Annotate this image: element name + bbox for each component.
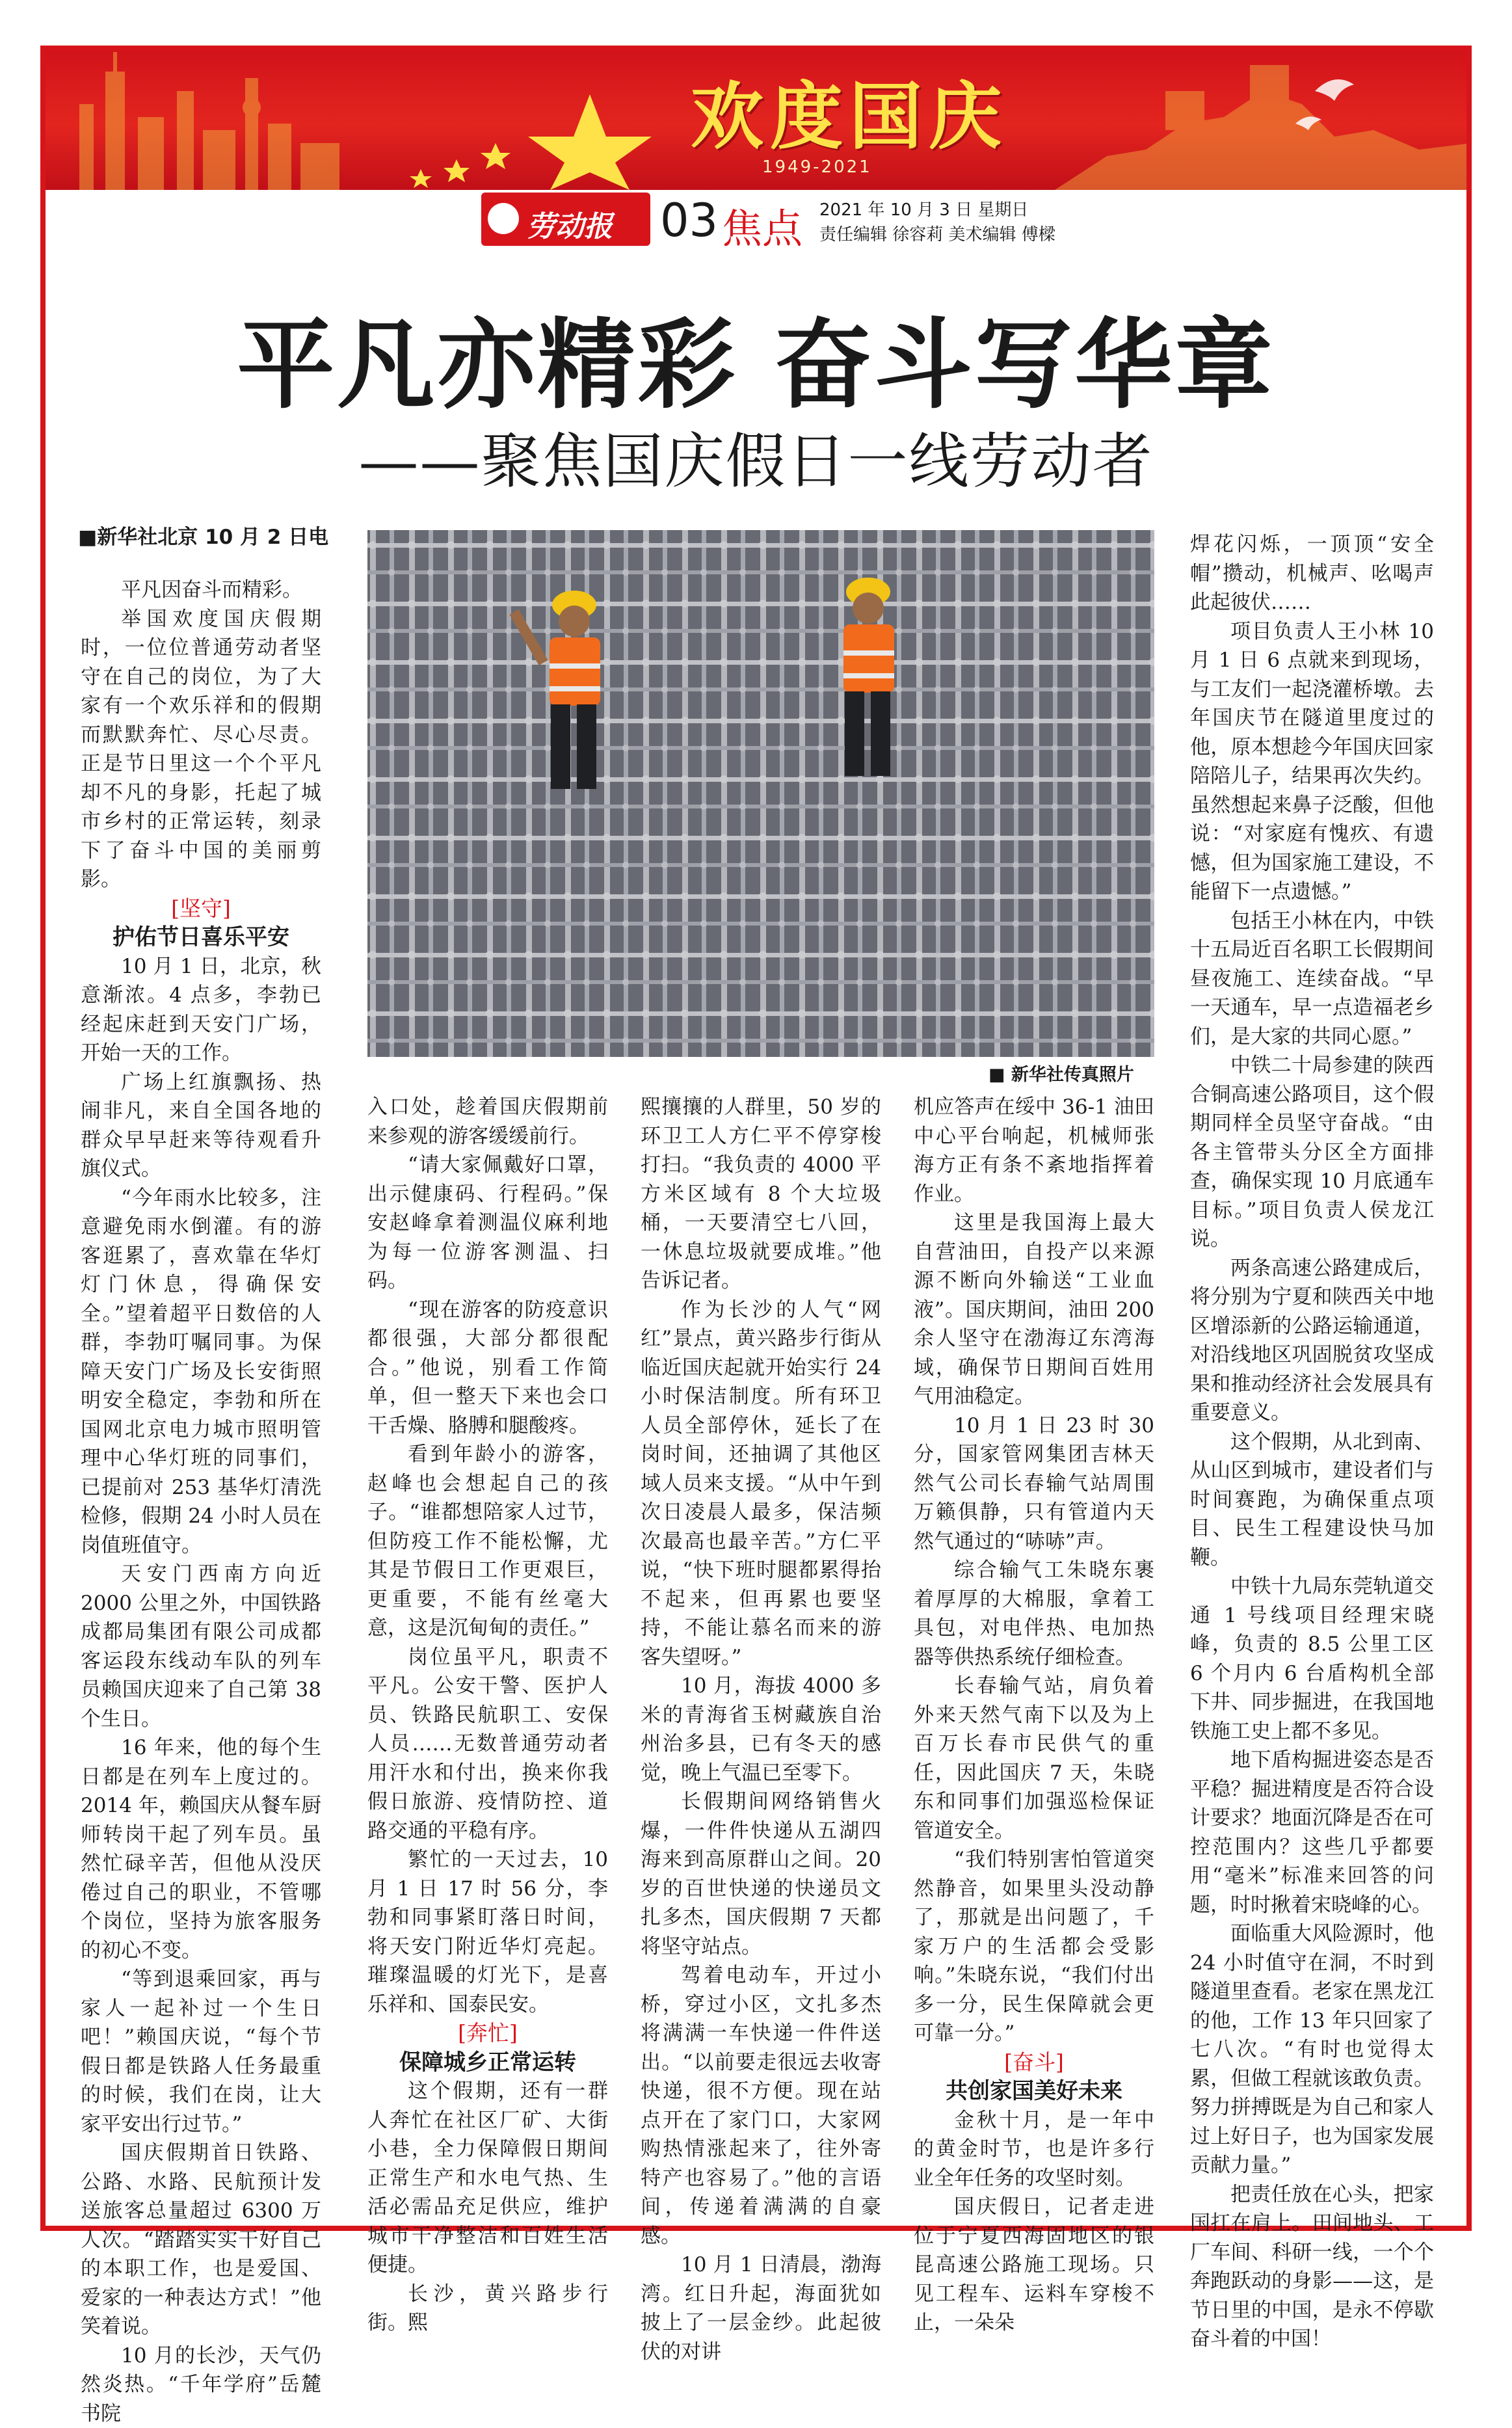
paragraph: 16 年来，他的每个生日都是在列车上度过的。2014 年，赖国庆从餐车厨师转岗干起了列车员。虽然忙碌辛苦，但他从没厌倦过自己的职业，不管哪个岗位，坚持为旅客服务的初心不变。	[81, 1733, 321, 1965]
masthead	[481, 193, 1262, 246]
paragraph: 看到年龄小的游客，赵峰也会想起自己的孩子。“谁都想陪家人过节，但防疫工作不能松懈，尤其是节假日工作更艰巨，更重要，不能有丝毫大意，这是沉甸甸的责任。”	[367, 1440, 608, 1643]
paragraph: 平凡因奋斗而精彩。	[81, 576, 321, 605]
paragraph: “现在游客的防疫意识都很强，大部分都很配合。”他说，别看工作简单，但一整天下来也会口干舌燥、胳膊和腿酸疼。	[367, 1296, 608, 1441]
logo-text: 劳动报	[527, 203, 613, 245]
news-photo	[367, 530, 1154, 1057]
paragraph: 这个假期，还有一群人奔忙在社区厂矿、大街小巷，全力保障假日期间正常生产和水电气热、生活必需品充足供应，维护城市干净整洁和百姓生活便捷。	[367, 2077, 608, 2280]
byline: ■新华社北京 10 月 2 日电	[78, 520, 328, 550]
paragraph: 天安门西南方向近 2000 公里之外，中国铁路成都局集团有限公司成都客运段东线动车队的列车员赖国庆迎来了自己第 38 个生日。	[81, 1560, 321, 1733]
paragraph: 作为长沙的人气“网红”景点，黄兴路步行街从临近国庆起就开始实行 24 小时保洁制度。所有环卫人员全部停休，延长了在岗时间，还抽调了其他区域人员来支援。“从中午到次日凌晨人最多，保洁频次最高也最辛苦。”方仁平说，“快下班时腿都累得抬不起来，但再累也要坚持，不能让慕名而来的游客失望呀。”	[641, 1296, 881, 1672]
paragraph: “我们特别害怕管道突然静音，如果里头没动静了，那就是出问题了，千家万户的生活都会受影响。”朱晓东说，“我们付出多一分，民生保障就会更可靠一分。”	[914, 1845, 1154, 2048]
paragraph: 这里是我国海上最大自营油田，自投产以来源源不断向外输送“工业血液”。国庆期间，油田 200 余人坚守在渤海辽东湾海域，确保节日期间百姓用气用油稳定。	[914, 1208, 1154, 1411]
paragraph-continued: 入口处，趁着国庆假期前来参观的游客缓缓前行。	[367, 1093, 608, 1151]
paragraph: 国庆假期首日铁路、公路、水路、民航预计发送旅客总量超过 6300 万人次。“踏踏实实干好自己的本职工作，也是爱国、爱家的一种表达方式！”他笑着说。	[81, 2139, 321, 2341]
construction-workers-photo	[367, 530, 1154, 1057]
paragraph: 长假期间网络销售火爆，一件件快递从五湖四海来到高原群山之间。20 岁的百世快递的快递员文扎多杰，国庆假期 7 天都将坚守站点。	[641, 1787, 881, 1961]
paragraph: 举国欢度国庆假期时，一位位普通劳动者坚守在自己的岗位，为了大家有一个欢乐祥和的假期而默默奔忙、尽心尽责。正是节日里这一个个平凡却不凡的身影，托起了城市乡村的正常运转，刻录下了奋斗中国的美丽剪影。	[81, 605, 321, 894]
paragraph: 10 月的长沙，天气仍然炎热。“千年学府”岳麓书院	[81, 2341, 321, 2428]
section-title: 护佑节日喜乐平安	[81, 923, 321, 952]
paragraph: 这个假期，从北到南、从山区到城市，建设者们与时间赛跑，为确保重点项目、民生工程建设快马加鞭。	[1190, 1428, 1434, 1573]
date-line: 2021 年 10 月 3 日 星期日	[819, 196, 1028, 220]
article-column-5	[1190, 530, 1434, 2354]
paragraph: 10 月 1 日清晨，渤海湾。红日升起，海面犹如披上了一层金纱。此起彼伏的对讲	[641, 2250, 881, 2366]
paragraph-continued: 焊花闪烁，一顶顶“安全帽”攒动，机械声、吆喝声此起彼伏……	[1190, 530, 1434, 617]
page-number: 03	[660, 194, 718, 247]
paragraph: 驾着电动车，开过小桥，穿过小区，文扎多杰将满满一车快递一件件送出。“以前要走很远去收寄快递，很不方便。现在站点开在了家门口，大家网购热情涨起来了，往外寄特产也容易了。”他的言语间，传递着满满的自豪感。	[641, 1961, 881, 2250]
section-tag: [奋斗]	[914, 2048, 1154, 2077]
subheadline: ——聚焦国庆假日一线劳动者	[0, 414, 1512, 500]
paragraph: 中铁十九局东莞轨道交通 1 号线项目经理宋晓峰，负责的 8.5 公里工区 6 个月内 6 台盾构机全部下井、同步掘进，在我国地铁施工史上都不多见。	[1190, 1572, 1434, 1746]
paragraph: “请大家佩戴好口罩，出示健康码、行程码。”保安赵峰拿着测温仪麻利地为每一位游客测温、扫码。	[367, 1151, 608, 1296]
paragraph: 综合输气工朱晓东裹着厚厚的大棉服，拿着工具包，对电伴热、电加热器等供热系统仔细检查。	[914, 1556, 1154, 1672]
paragraph: 长春输气站，肩负着外来天然气南下以及为上百万长春市民供气的重任，因此国庆 7 天，朱晓东和同事们加强巡检保证管道安全。	[914, 1672, 1154, 1845]
paragraph: “今年雨水比较多，注意避免雨水倒灌。有的游客逛累了，喜欢靠在华灯灯门休息，得确保安全。”望着超平日数倍的人群，李勃叮嘱同事。为保障天安门广场及长安街照明安全稳定，李勃和所在国网北京电力城市照明管理中心华灯班的同事们，已提前对 253 基华灯清洗检修，假期 24 小时人员在岗值班值守。	[81, 1184, 321, 1560]
paragraph: 10 月 1 日，北京，秋意渐浓。4 点多，李勃已经起床赶到天安门广场，开始一天的工作。	[81, 952, 321, 1068]
paragraph: 广场上红旗飘扬、热闹非凡，来自全国各地的群众早早赶来等待观看升旗仪式。	[81, 1068, 321, 1184]
section-tag: [坚守]	[81, 894, 321, 924]
section-title: 保障城乡正常运转	[367, 2048, 608, 2077]
paragraph: 地下盾构掘进姿态是否平稳？掘进精度是否符合设计要求？地面沉降是否在可控范围内？这些几乎都要用“毫米”标准来回答的问题，时时揪着宋晓峰的心。	[1190, 1746, 1434, 1919]
paragraph: 中铁二十局参建的陕西合铜高速公路项目，这个假期同样全员坚守奋战。“由各主管带头分区全方面排查，确保实现 10 月底通车目标。”项目负责人侯龙江说。	[1190, 1051, 1434, 1254]
paragraph: 面临重大风险源时，他 24 小时值守在洞，不时到隧道里查看。老家在黑龙江的他，工作 13 年只回家了七八次。“有时也觉得太累，但做工程就该敢负责。努力拼搏既是为自己和家人过上好日子，也为国家发展贡献力量。”	[1190, 1919, 1434, 2180]
headline: 平凡亦精彩 奋斗写华章	[0, 286, 1512, 427]
paragraph: 两条高速公路建成后，将分别为宁夏和陕西关中地区增添新的公路运输通道，对沿线地区巩固脱贫攻坚成果和推动经济社会发展具有重要意义。	[1190, 1254, 1434, 1428]
editors-line: 责任编辑 徐容莉 美术编辑 傅樑	[819, 221, 1055, 245]
section-title: 共创家国美好未来	[914, 2077, 1154, 2106]
article-column-3	[641, 1093, 881, 2366]
banner-years: 1949-2021	[762, 157, 872, 177]
section-tag: [奔忙]	[367, 2019, 608, 2048]
paragraph: 繁忙的一天过去，10 月 1 日 17 时 56 分，李勃和同事紧盯落日时间，将天安门附近华灯亮起。璀璨温暖的灯光下，是喜乐祥和、国泰民安。	[367, 1845, 608, 2019]
paragraph: 长沙，黄兴路步行街。熙	[367, 2280, 608, 2338]
photo-credit: ■ 新华社传真照片	[988, 1060, 1134, 1086]
article-column-4	[914, 1093, 1154, 2338]
banner-title: 欢度国庆	[691, 59, 1008, 163]
paragraph: 包括王小林在内，中铁十五局近百名职工长假期间昼夜施工、连续奋战。“早一天通车，早一点造福老乡们，是大家的共同心愿。”	[1190, 907, 1434, 1052]
paragraph: 项目负责人王小林 10 月 1 日 6 点就来到现场，与工友们一起浇灌桥墩。去年国庆节在隧道里度过的他，原本想趁今年国庆回家陪陪儿子，结果再次失约。虽然想起来鼻子泛酸，但他说：“对家庭有愧疚、有遗憾，但为国家施工建设，不能留下一点遗憾。”	[1190, 617, 1434, 907]
paragraph: 金秋十月，是一年中的黄金时节，也是许多行业全年任务的攻坚时刻。	[914, 2106, 1154, 2193]
logo-emblem-icon	[488, 203, 519, 234]
paragraph: 10 月，海拔 4000 多米的青海省玉树藏族自治州治多县，已有冬天的感觉，晚上气温已至零下。	[641, 1672, 881, 1787]
paragraph: 把责任放在心头，把家国扛在肩上。田间地头、工厂车间、科研一线，一个个奔跑跃动的身影——这，是节日里的中国，是永不停歇奋斗着的中国！	[1190, 2180, 1434, 2354]
paragraph: 岗位虽平凡，职责不平凡。公安干警、医护人员、铁路民航职工、安保人员……无数普通劳动者用汗水和付出，换来你我假日旅游、疫情防控、道路交通的平稳有序。	[367, 1643, 608, 1846]
article-column-2	[367, 1093, 608, 2338]
paragraph: 10 月 1 日 23 时 30 分，国家管网集团吉林天然气公司长春输气站周围万籁俱静，只有管道内天然气通过的“哧哧”声。	[914, 1411, 1154, 1556]
article-column-1	[81, 576, 321, 2428]
paragraph: 国庆假日，记者走进位于宁夏西海固地区的银昆高速公路施工现场。只见工程车、运料车穿梭不止，一朵朵	[914, 2193, 1154, 2338]
newspaper-logo	[481, 193, 650, 246]
paragraph-continued: 熙攘攘的人群里，50 岁的环卫工人方仁平不停穿梭打扫。“我负责的 4000 平方米区域有 8 个大垃圾桶，一天要清空七八回，一休息垃圾就要成堆。”他告诉记者。	[641, 1093, 881, 1296]
paragraph-continued: 机应答声在绥中 36-1 油田中心平台响起，机械师张海方正有条不紊地指挥着作业。	[914, 1093, 1154, 1208]
page-section: 焦点	[722, 196, 802, 254]
paragraph: “等到退乘回家，再与家人一起补过一个生日吧！”赖国庆说，“每个节假日都是铁路人任务最重的时候，我们在岗，让大家平安出行过节。”	[81, 1965, 321, 2139]
